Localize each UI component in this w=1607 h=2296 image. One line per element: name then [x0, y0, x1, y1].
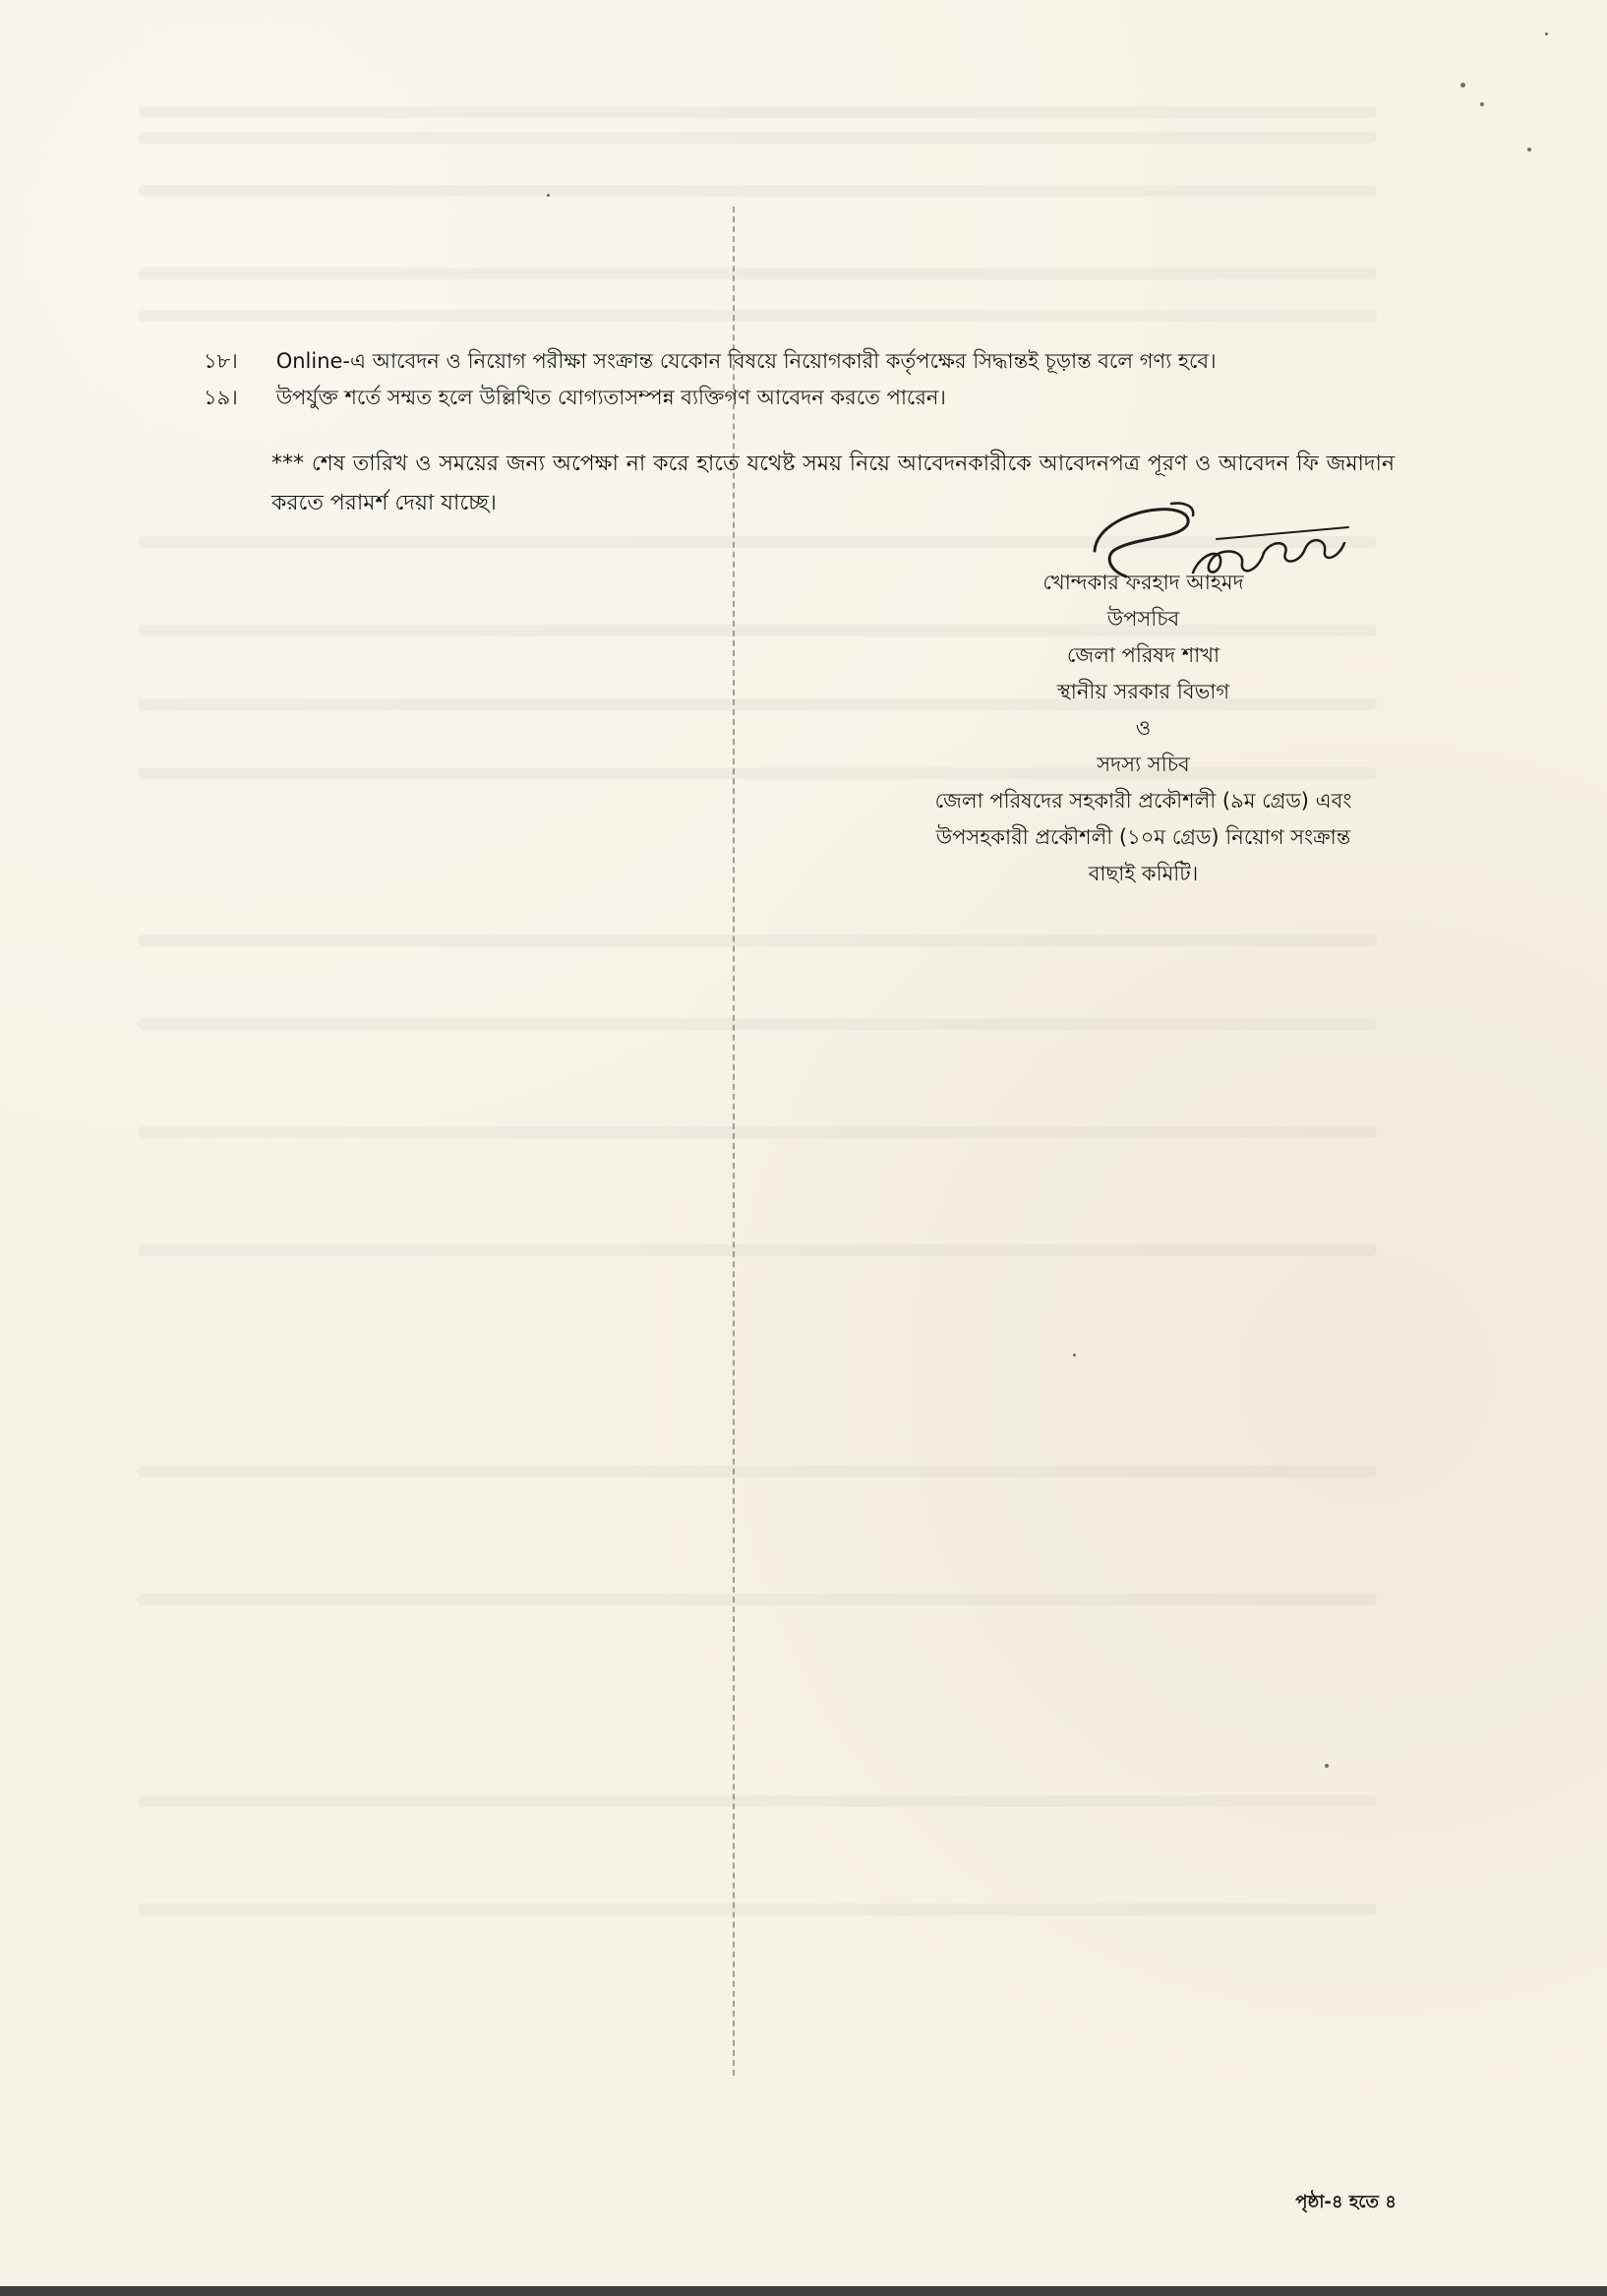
show-through-line-3 [138, 185, 1377, 197]
signatory-branch: জেলা পরিষদ শাখা [1066, 643, 1220, 667]
signatory-designation: উপসচিব [1106, 607, 1180, 631]
show-through-line-17 [138, 1903, 1377, 1915]
list-item [204, 346, 1217, 376]
signatory-role: সদস্য সচিব [1097, 753, 1190, 776]
show-through-line-15 [138, 1594, 1377, 1605]
committee-line-2: উপসহকারী প্রকৌশলী (১০ম গ্রেড) নিয়োগ সংক্রান্ত [935, 825, 1351, 849]
show-through-line-11 [138, 1018, 1377, 1030]
scan-bottom-edge [0, 2286, 1607, 2296]
scan-speck [1545, 32, 1548, 35]
show-through-line-1 [138, 106, 1377, 118]
show-through-line-13 [138, 1244, 1377, 1256]
signatory-name: খোন্দকার ফরহাদ আহমদ [1042, 571, 1244, 594]
item-number: ১৮। [204, 349, 238, 373]
signatory-conjunction: ও [1135, 716, 1152, 740]
deadline-note: *** শেষ তারিখ ও সময়ের জন্য অপেক্ষা না করে হাতে যথেষ্ট সময় নিয়ে আবেদনকারীকে আবেদনপত্র পূরণ ও আবেদন ফি জমাদান করতে পরামর্শ দেয়া যাচ্ছে। [271, 452, 1395, 515]
scan-speck [1527, 148, 1531, 151]
scan-speck [1073, 1354, 1076, 1357]
list-item [204, 383, 946, 412]
show-through-line-16 [138, 1795, 1377, 1807]
show-through-line-14 [138, 1466, 1377, 1478]
signatory-division: স্থানীয় সরকার বিভাগ [1056, 680, 1230, 703]
item-number: ১৯। [204, 386, 238, 409]
item-text: উপর্যুক্ত শর্তে সম্মত হলে উল্লিখিত যোগ্যতাসম্পন্ন ব্যক্তিগণ আবেদন করতে পারেন। [275, 386, 946, 409]
show-through-line-4 [138, 268, 1377, 279]
show-through-line-12 [138, 1126, 1377, 1138]
show-through-line-5 [138, 310, 1377, 322]
page-number: পৃষ্ঠা-৪ হতে ৪ [1295, 2192, 1397, 2212]
scan-speck [547, 194, 550, 197]
signatory-block [885, 565, 1401, 892]
show-through-line-10 [138, 935, 1377, 946]
scan-speck [1325, 1764, 1329, 1768]
scan-speck [1480, 102, 1484, 106]
committee-line-1: জেলা পরিষদের সহকারী প্রকৌশলী (৯ম গ্রেড) এবং [934, 789, 1352, 813]
scan-speck [1460, 83, 1465, 88]
item-text: Online-এ আবেদন ও নিয়োগ পরীক্ষা সংক্রান্ত যেকোন বিষয়ে নিয়োগকারী কর্তৃপক্ষের সিদ্ধান্তই চূড়ান্ত বলে গণ্য হবে। [275, 349, 1217, 373]
show-through-line-2 [138, 132, 1377, 144]
committee-line-3: বাছাই কমিটি। [1088, 862, 1199, 885]
